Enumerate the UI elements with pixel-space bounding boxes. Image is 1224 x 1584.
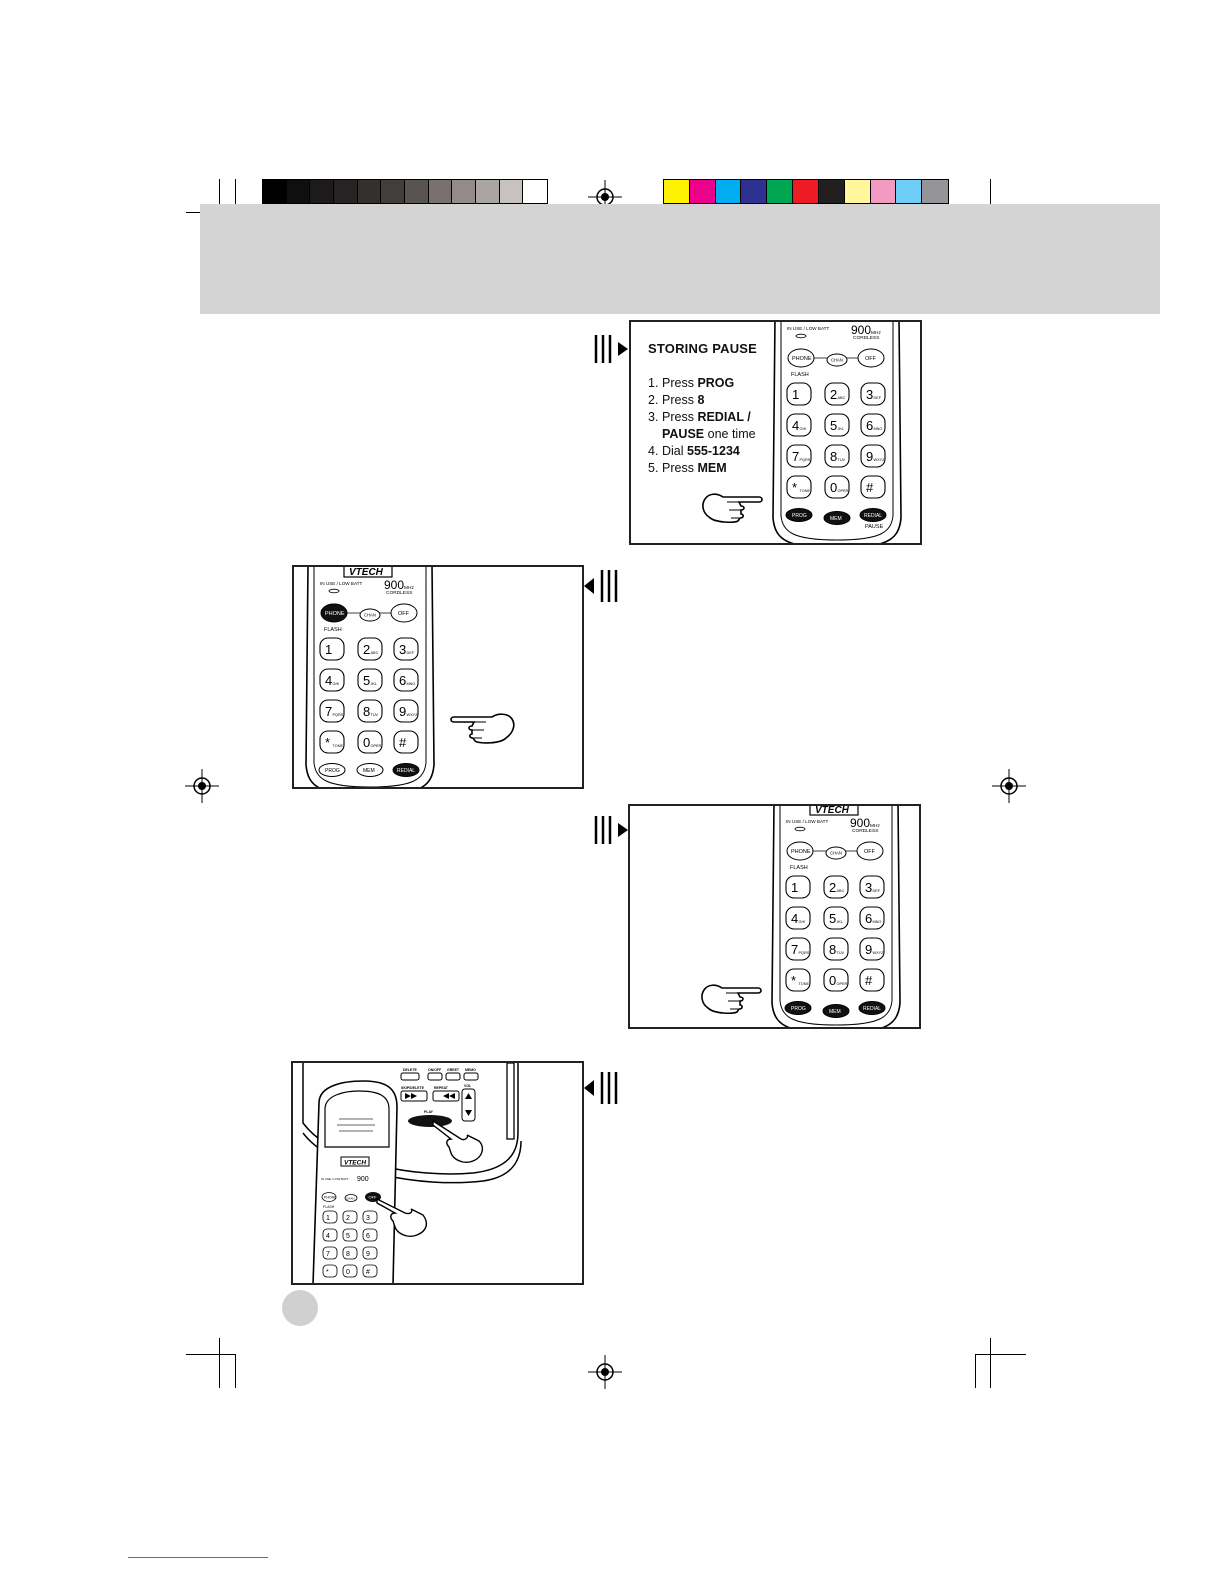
mini-digit-number: 9 bbox=[366, 1251, 370, 1258]
digit-key-number: 3 bbox=[865, 880, 873, 895]
registration-mark-left bbox=[185, 769, 219, 803]
digit-key-number: 7 bbox=[325, 704, 333, 719]
cordless-label: CORDLESS bbox=[852, 829, 879, 834]
step-number: 4. bbox=[648, 444, 659, 458]
storing-pause-step bbox=[648, 375, 756, 392]
mini-digit-number: * bbox=[326, 1269, 329, 1276]
digit-key-number: 0 bbox=[363, 735, 371, 750]
digit-key-letters: OPER bbox=[837, 489, 849, 493]
step-key: 555-1234 bbox=[687, 444, 740, 458]
digit-key-letters: DEF bbox=[406, 651, 415, 655]
digit-key[interactable] bbox=[787, 476, 811, 498]
digit-key-number: 5 bbox=[829, 911, 837, 926]
digit-key-number: 2 bbox=[363, 642, 371, 657]
registration-mark-right bbox=[992, 769, 1026, 803]
digit-key-number: 1 bbox=[325, 642, 333, 657]
crop-mark-bottom-right-v bbox=[975, 1354, 976, 1388]
indicator-label: IN USE / LOW BATT bbox=[786, 819, 829, 824]
digit-key-letters: GHI bbox=[332, 682, 340, 686]
gray-swatch bbox=[523, 180, 547, 203]
storing-pause-step bbox=[648, 392, 756, 409]
redial-key-label: REDIAL bbox=[863, 1006, 882, 1012]
pointing-hand-icon bbox=[700, 978, 764, 1018]
crop-mark-bottom-right-v2 bbox=[990, 1338, 991, 1388]
base-label: PLAY bbox=[424, 1110, 434, 1114]
color-swatch bbox=[819, 180, 845, 203]
digit-key-number: * bbox=[792, 480, 798, 495]
base-unit-illustration bbox=[293, 1063, 583, 1285]
storing-pause-panel bbox=[629, 320, 922, 545]
off-key-label: OFF bbox=[865, 356, 876, 362]
digit-key-letters: PQRS bbox=[799, 458, 811, 462]
mini-digit-number: 4 bbox=[326, 1233, 330, 1240]
digit-key-letters: TUV bbox=[370, 713, 379, 717]
flash-label: FLASH bbox=[791, 372, 809, 378]
freq-label: 900 bbox=[384, 578, 405, 592]
arrow-left-icon bbox=[582, 1070, 622, 1106]
pointing-hand-icon bbox=[701, 487, 765, 527]
digit-key-number: # bbox=[866, 480, 874, 495]
cordless-label: CORDLESS bbox=[386, 591, 413, 596]
brand-logo: VTECH bbox=[349, 567, 383, 578]
handset-keypad-phone bbox=[300, 565, 450, 789]
gray-swatch bbox=[500, 180, 524, 203]
gray-swatch bbox=[287, 180, 311, 203]
digit-key-letters: PQRS bbox=[332, 713, 344, 717]
step-number: 3. bbox=[648, 410, 659, 424]
storing-pause-step bbox=[648, 443, 756, 460]
mini-digit-number: 5 bbox=[346, 1233, 350, 1240]
digit-key-number: 6 bbox=[399, 673, 407, 688]
step-text: Press bbox=[662, 461, 698, 475]
crop-mark-bottom-left-v bbox=[219, 1338, 220, 1388]
digit-key-number: * bbox=[325, 735, 331, 750]
page-number-circle bbox=[282, 1290, 318, 1326]
mini-digit-number: 0 bbox=[346, 1269, 350, 1276]
dial-panel bbox=[628, 804, 921, 1029]
gray-swatch bbox=[381, 180, 405, 203]
digit-key-number: 4 bbox=[792, 418, 800, 433]
digit-key-number: 2 bbox=[829, 880, 837, 895]
color-swatch bbox=[664, 180, 690, 203]
crop-mark-bottom-left-h bbox=[186, 1354, 236, 1355]
mini-digit-number: 1 bbox=[326, 1215, 330, 1222]
color-swatch bbox=[922, 180, 948, 203]
phone-key-label: PHONE bbox=[791, 849, 811, 855]
digit-key-letters: TONE bbox=[332, 744, 343, 748]
mini-digit-number: 6 bbox=[366, 1233, 370, 1240]
color-swatch bbox=[767, 180, 793, 203]
digit-key-number: 3 bbox=[399, 642, 407, 657]
storing-pause-step bbox=[648, 409, 756, 426]
base-label: DELETE bbox=[403, 1068, 417, 1072]
color-swatch bbox=[741, 180, 767, 203]
handset-keypad bbox=[767, 320, 917, 545]
gray-swatch bbox=[310, 180, 334, 203]
phone-key-label: PHONE bbox=[325, 611, 345, 617]
mini-digit-number: 8 bbox=[346, 1251, 350, 1258]
freq-unit: MHz bbox=[870, 824, 880, 829]
step-key: REDIAL / bbox=[697, 410, 751, 424]
chan-key-label: CHAN bbox=[830, 850, 842, 856]
base-label: MEMO bbox=[465, 1068, 476, 1072]
digit-key-letters: DEF bbox=[873, 396, 882, 400]
digit-key-number: 7 bbox=[791, 942, 799, 957]
gray-swatch bbox=[358, 180, 382, 203]
storing-pause-title: STORING PAUSE bbox=[648, 341, 758, 356]
step-key: PROG bbox=[697, 376, 735, 390]
step-text: Dial bbox=[662, 444, 688, 458]
arrow-left-icon bbox=[582, 568, 622, 604]
prog-key-label: PROG bbox=[791, 1006, 806, 1012]
digit-key-number: # bbox=[399, 735, 407, 750]
freq-label: 900 bbox=[850, 816, 871, 830]
digit-key-number: 5 bbox=[363, 673, 371, 688]
digit-key-letters: TUV bbox=[837, 458, 846, 462]
base-label: SKIP/DELETE bbox=[401, 1086, 424, 1090]
digit-key-number: 7 bbox=[792, 449, 800, 464]
arrow-right-icon bbox=[590, 333, 630, 365]
digit-key-number: 8 bbox=[829, 942, 837, 957]
crop-mark-bottom-right-h bbox=[975, 1354, 1026, 1355]
prog-key-label: PROG bbox=[325, 768, 340, 774]
digit-key-number: 0 bbox=[830, 480, 838, 495]
pointing-hand-icon bbox=[446, 707, 516, 749]
digit-key-letters: MNO bbox=[872, 920, 882, 924]
digit-key-letters: MNO bbox=[873, 427, 883, 431]
digit-key-number: 8 bbox=[363, 704, 371, 719]
digit-key-number: 0 bbox=[829, 973, 837, 988]
mini-phone-key-label: PHONE bbox=[324, 1195, 337, 1200]
color-swatch bbox=[690, 180, 716, 203]
color-swatch bbox=[793, 180, 819, 203]
storing-pause-step bbox=[648, 426, 756, 443]
mini-digit-number: 2 bbox=[346, 1215, 350, 1222]
off-key-label: OFF bbox=[398, 611, 409, 617]
mini-digit-number: 7 bbox=[326, 1251, 330, 1258]
digit-key-letters: OPER bbox=[836, 982, 848, 986]
digit-key-letters: ABC bbox=[836, 889, 845, 893]
digit-key-number: 1 bbox=[792, 387, 800, 402]
base-label: ON/OFF bbox=[428, 1068, 442, 1072]
digit-key-letters: ABC bbox=[837, 396, 846, 400]
indicator-light bbox=[329, 589, 339, 593]
digit-key-number: 9 bbox=[399, 704, 407, 719]
step-number: 1. bbox=[648, 376, 659, 390]
registration-mark-bottom bbox=[588, 1355, 622, 1389]
freq-unit: MHz bbox=[404, 586, 414, 591]
digit-key-number: 6 bbox=[865, 911, 873, 926]
storing-pause-steps bbox=[648, 375, 756, 477]
color-swatch bbox=[871, 180, 897, 203]
digit-key-letters: WXYZ bbox=[406, 713, 418, 717]
freq-unit: MHz bbox=[871, 331, 881, 336]
step-text: one time bbox=[704, 427, 756, 441]
phone-key-label: PHONE bbox=[792, 356, 812, 362]
base-unit-panel bbox=[291, 1061, 584, 1285]
base-label: REPEAT bbox=[434, 1086, 448, 1090]
chan-key-label: CHAN bbox=[831, 357, 843, 363]
mini-flash-label: FLASH bbox=[323, 1205, 335, 1209]
digit-key[interactable] bbox=[320, 731, 344, 753]
off-key-label: OFF bbox=[864, 849, 875, 855]
flash-label: FLASH bbox=[790, 865, 808, 871]
digit-key[interactable] bbox=[786, 969, 810, 991]
digit-key-number: # bbox=[865, 973, 873, 988]
mini-off-key: OFF bbox=[368, 1194, 377, 1200]
digit-key-number: * bbox=[791, 973, 797, 988]
step-text: Press bbox=[662, 410, 698, 424]
digit-key-number: 6 bbox=[866, 418, 874, 433]
mini-chan-key-label: CHAN bbox=[346, 1196, 355, 1201]
gray-swatch bbox=[334, 180, 358, 203]
digit-key-number: 4 bbox=[325, 673, 333, 688]
phone-key-panel bbox=[292, 565, 584, 789]
flash-label: FLASH bbox=[324, 627, 342, 633]
gray-swatch bbox=[263, 180, 287, 203]
prog-key-label: PROG bbox=[792, 513, 807, 519]
redial-key-label: REDIAL bbox=[397, 768, 416, 774]
digit-key-number: 4 bbox=[791, 911, 799, 926]
step-text: Press bbox=[662, 376, 698, 390]
freq-label: 900 bbox=[851, 323, 872, 337]
mini-digit-number: # bbox=[366, 1269, 370, 1276]
digit-key-letters: GHI bbox=[798, 920, 806, 924]
chan-key-label: CHAN bbox=[364, 612, 376, 618]
color-swatch bbox=[716, 180, 742, 203]
step-key: MEM bbox=[697, 461, 727, 475]
indicator-light bbox=[796, 334, 806, 338]
indicator-light bbox=[795, 827, 805, 831]
digit-key-letters: PQRS bbox=[798, 951, 810, 955]
base-label: GREET bbox=[447, 1068, 460, 1072]
digit-key-number: 9 bbox=[865, 942, 873, 957]
digit-key-letters: TONE bbox=[799, 489, 810, 493]
base-label: VOL bbox=[464, 1084, 472, 1088]
digit-key-number: 5 bbox=[830, 418, 838, 433]
indicator-label: IN USE / LOW BATT bbox=[320, 581, 363, 586]
digit-key-letters: WXYZ bbox=[873, 458, 885, 462]
digit-key-letters: JKL bbox=[837, 427, 845, 431]
digit-key-letters: JKL bbox=[836, 920, 844, 924]
color-swatch bbox=[896, 180, 922, 203]
bottom-rule bbox=[128, 1557, 268, 1558]
handset-keypad-dial bbox=[766, 804, 916, 1029]
digit-key-number: 8 bbox=[830, 449, 838, 464]
digit-key-number: 3 bbox=[866, 387, 874, 402]
color-calibration-bar bbox=[663, 179, 949, 204]
storing-pause-step bbox=[648, 460, 756, 477]
step-number: 2. bbox=[648, 393, 659, 407]
gray-swatch bbox=[405, 180, 429, 203]
gray-swatch bbox=[429, 180, 453, 203]
pause-label: PAUSE bbox=[865, 524, 884, 530]
redial-key-label: REDIAL bbox=[864, 513, 883, 519]
gray-calibration-bar bbox=[262, 179, 548, 204]
crop-mark-bottom-left-v2 bbox=[235, 1355, 236, 1388]
mini-freq-label: 900 bbox=[357, 1176, 369, 1183]
step-key: 8 bbox=[697, 393, 705, 407]
cordless-label: CORDLESS bbox=[853, 336, 880, 341]
indicator-label: IN USE / LOW BATT bbox=[787, 326, 830, 331]
gray-swatch bbox=[452, 180, 476, 203]
digit-key-letters: MNO bbox=[406, 682, 416, 686]
mini-indicator-label: IN USE / LOW BATT bbox=[321, 1177, 349, 1181]
step-number: 5. bbox=[648, 461, 659, 475]
mem-key-label: MEM bbox=[363, 768, 375, 774]
mem-key-label: MEM bbox=[829, 1009, 841, 1015]
step-key: PAUSE bbox=[662, 427, 705, 441]
digit-key-letters: OPER bbox=[370, 744, 382, 748]
mini-brand: VTECH bbox=[344, 1159, 367, 1167]
digit-key-letters: DEF bbox=[872, 889, 881, 893]
digit-key-number: 9 bbox=[866, 449, 874, 464]
digit-key-letters: TUV bbox=[836, 951, 845, 955]
header-band bbox=[200, 204, 1160, 314]
digit-key-letters: TONE bbox=[798, 982, 809, 986]
brand-logo: VTECH bbox=[815, 805, 849, 816]
digit-key-number: 2 bbox=[830, 387, 838, 402]
digit-key-letters: WXYZ bbox=[872, 951, 884, 955]
digit-key-letters: ABC bbox=[370, 651, 379, 655]
digit-key-letters: JKL bbox=[370, 682, 378, 686]
digit-key-number: 1 bbox=[791, 880, 799, 895]
digit-key-letters: GHI bbox=[799, 427, 807, 431]
gray-swatch bbox=[476, 180, 500, 203]
mini-digit-number: 3 bbox=[366, 1215, 370, 1222]
color-swatch bbox=[845, 180, 871, 203]
mem-key-label: MEM bbox=[830, 516, 842, 522]
step-text: Press bbox=[662, 393, 698, 407]
arrow-right-icon bbox=[590, 814, 630, 846]
